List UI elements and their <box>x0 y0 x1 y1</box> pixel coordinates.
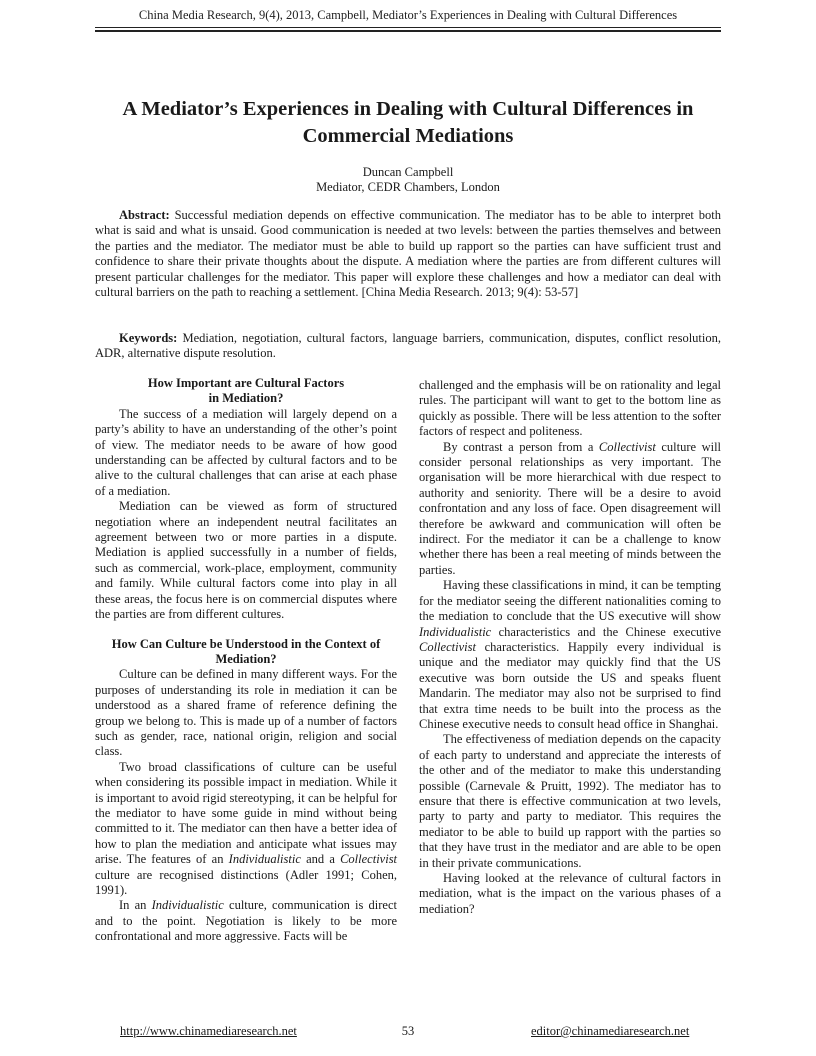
text-run: characteristics and the Chinese executive <box>498 624 722 639</box>
keywords <box>95 331 721 362</box>
text-run: By contrast a person from a <box>443 439 594 454</box>
paragraph <box>419 578 721 732</box>
keywords-label: Keywords: <box>119 331 178 345</box>
heading-line: in Mediation? <box>208 391 284 406</box>
running-head: China Media Research, 9(4), 2013, Campbell, Mediator’s Experiences in Dealing with Cultural Differences <box>138 8 678 22</box>
text-run: In an <box>119 898 147 913</box>
italic-term: Individualistic <box>419 624 492 639</box>
email-link-text[interactable]: editor@chinamediaresearch.net <box>531 1024 690 1038</box>
paragraph <box>95 760 397 899</box>
heading-line: How Important are Cultural Factors <box>147 376 345 390</box>
italic-term: Collectivist <box>340 852 398 867</box>
italic-term: Collectivist <box>419 639 476 654</box>
paragraph: Culture can be defined in many different ways. For the purposes of understanding its role in mediation it can be understood as a shared frame of reference defining the group we belong to. This is made up of a number of factors such as gender, race, national origin, religion and social class. <box>95 667 397 759</box>
abstract-text: Successful mediation depends on effective communication. The mediator has to be able to interpret both what is said and what is unsaid. Good communication is needed at two levels: between the parties themselves and between the parties and the mediator. The mediator must be able to build up rapport so the parties can have sufficient trust and confidence to share their private thoughts about the dispute. A mediation where the parties are from different cultures will present particular challenges for the mediator. This paper will explore these challenges and how a mediator can deal with cultural barriers on the path to reaching a settlement. [China Media Research. 2013; 9(4): 53-57] <box>95 208 721 300</box>
header-rule-thin <box>95 27 721 28</box>
text-run: culture will consider personal relationships as very important. The organisation will be more hierarchical with due respect to authority and seniority. There will be a desire to avoid confrontation and any loss of face. Open disagreement will therefore be awkward and communication will often be indirect. For the mediator it can be a challenge to know whether there has been a real meeting of minds between the parties. <box>419 439 722 577</box>
abstract <box>95 208 721 300</box>
author-name: Duncan Campbell <box>362 165 454 179</box>
text-run: and a <box>306 852 335 867</box>
section-heading-cultural-factors <box>95 376 397 407</box>
italic-term: Individualistic <box>151 898 224 913</box>
heading-line: How Can Culture be Understood in the Context of <box>111 636 381 651</box>
italic-term: Collectivist <box>598 439 656 454</box>
footer-website-link[interactable] <box>120 1024 297 1039</box>
paragraph: Having looked at the relevance of cultural factors in mediation, what is the impact on the various phases of a mediation? <box>419 871 721 916</box>
paragraph: Mediation can be viewed as form of structured negotiation where an independent neutral facilitates an agreement between two or more parties in a dispute. Mediation is applied successfully in a number of fields, such as commercial, work-place, employment, community and family. While cultural factors come into play in all these areas, the focus here is on commercial disputes where the parties are from different cultures. <box>95 499 397 622</box>
paragraph <box>95 898 397 944</box>
text-run: culture, communication is direct and to the point. Negotiation is likely to be more confrontational and more aggressive. Facts will be <box>95 898 397 944</box>
text-run: Two broad classifications of culture can be useful when considering its possible impact in mediation. While it is important to avoid rigid stereotyping, it can be helpful for the mediator to have some guide in mind without being committed to it. The mediator can then have a better idea of how to plan the mediation and anticipate what issues may arise. The features of an <box>95 759 397 867</box>
paragraph: challenged and the emphasis will be on rationality and legal rules. The participant will want to get to the bottom line as quickly as possible. There will be less attention to the softer factors of respect and politeness. <box>419 378 721 439</box>
text-run: characteristics. Happily every individual is unique and the mediator may quickly find that the US executive was born outside the US and speaks fluent Mandarin. The mediator may also not be surprised to find that extra time needs to be built into the process as the Chinese executive needs to consult head office in Shanghai. <box>419 639 722 731</box>
footer-email-link[interactable] <box>531 1024 689 1039</box>
abstract-label: Abstract: <box>119 208 170 222</box>
header-rule-thick <box>95 30 721 32</box>
heading-line: Mediation? <box>215 651 277 666</box>
author-affiliation: Mediator, CEDR Chambers, London <box>316 180 500 194</box>
right-column <box>419 378 721 917</box>
section-heading-culture-context <box>95 637 397 668</box>
paragraph <box>419 440 721 579</box>
keywords-text: Mediation, negotiation, cultural factors, language barriers, communication, disputes, conflict resolution, ADR, alternative dispute resolution. <box>95 331 722 361</box>
left-column <box>95 376 397 945</box>
text-run: Having these classifications in mind, it can be tempting for the mediator seeing the different nationalities coming to the mediation to conclude that the US executive will show <box>419 578 721 624</box>
paper-title: A Mediator’s Experiences in Dealing with Cultural Differences in Commercial Mediations <box>122 98 694 147</box>
text-run: culture are recognised distinctions (Adler 1991; Cohen, 1991). <box>95 867 397 897</box>
page-number: 53 <box>401 1024 415 1038</box>
website-link-text[interactable]: http://www.chinamediaresearch.net <box>120 1024 297 1038</box>
italic-term: Individualistic <box>228 852 301 867</box>
paragraph: The success of a mediation will largely depend on a party’s ability to have an understanding of the other’s point of view. The mediator needs to be aware of how good understanding can be affected by cultural factors and to be alive to the cultural challenges that can arise at each phase of a mediation. <box>95 406 397 498</box>
paragraph: The effectiveness of mediation depends on the capacity of each party to understand and appreciate the interests of the other and of the mediator to make this understanding possible (Carnevale & Pruitt, 1992). The mediator has to ensure that there is effective communication at two levels, party to party and party to mediator. This requires the mediator to be able to build up rapport with the parties so that they have trust in the mediator and are able to be open in their private communications. <box>419 732 721 870</box>
